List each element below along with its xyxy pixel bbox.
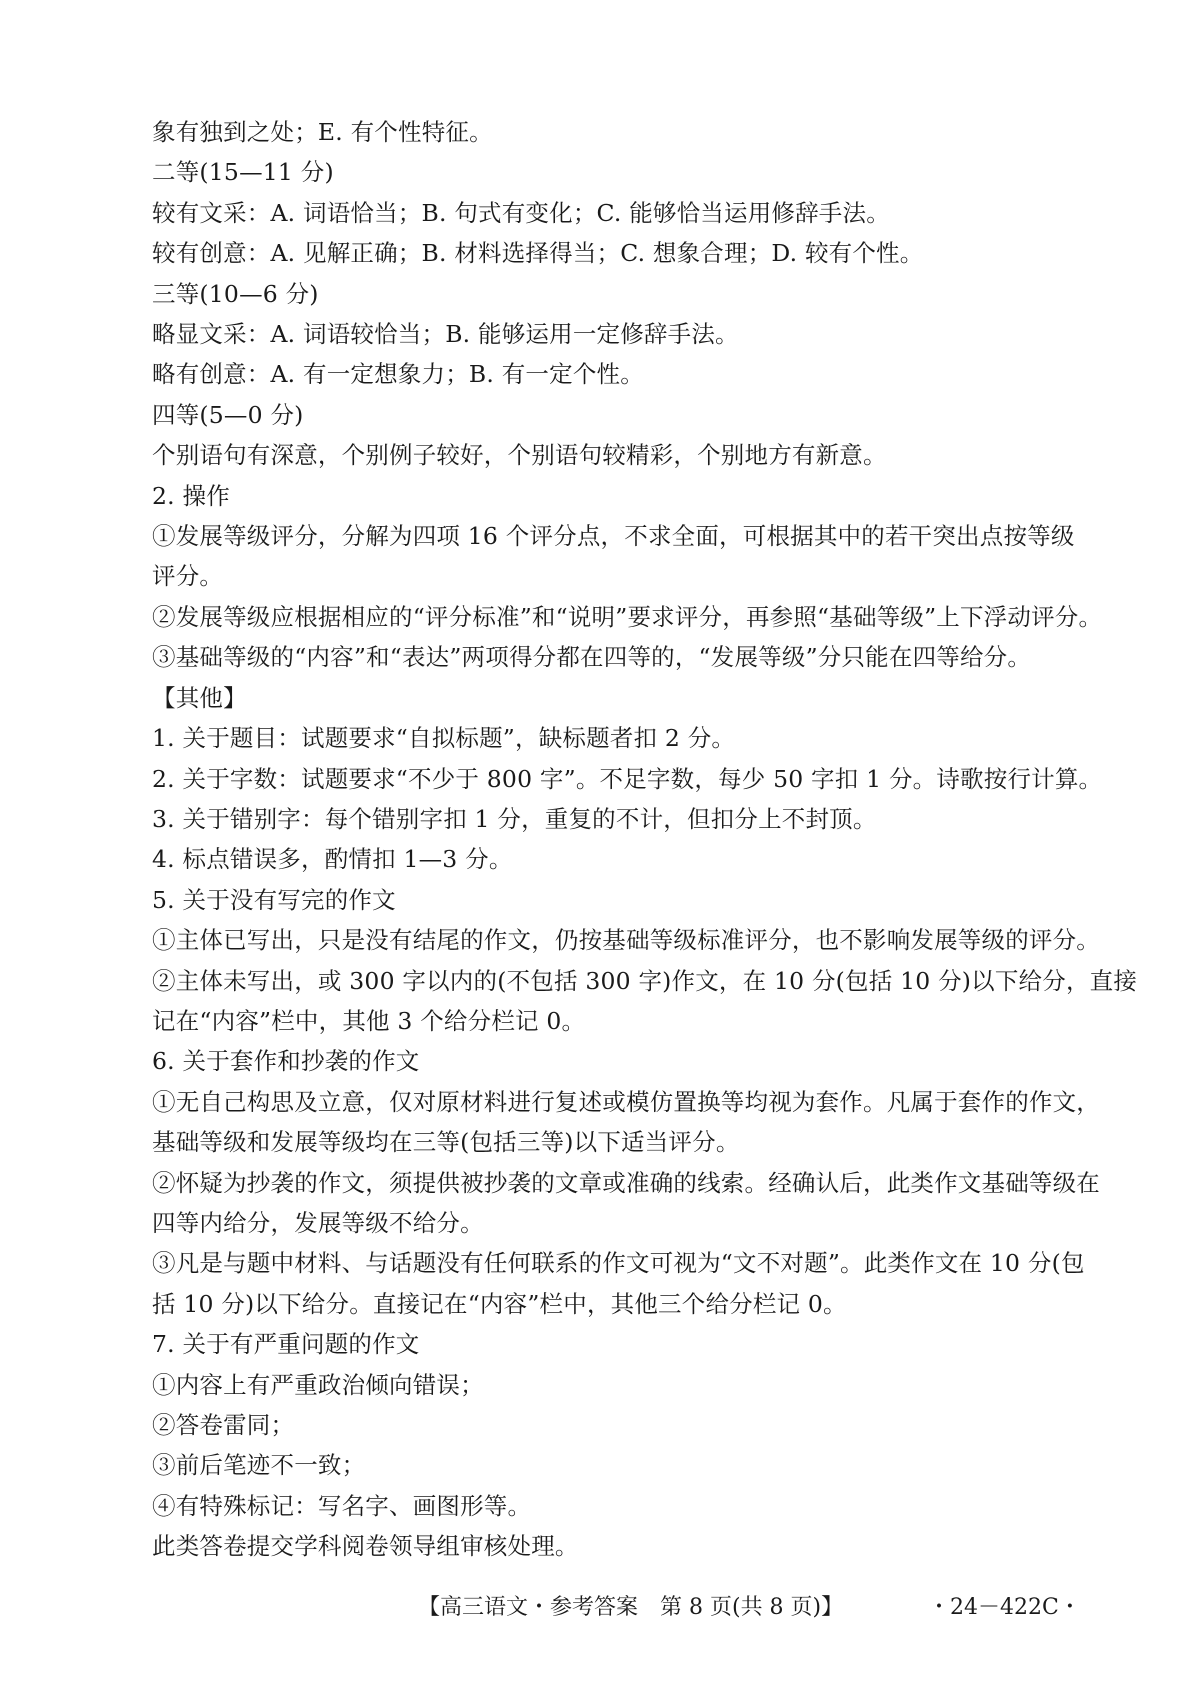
section-heading-unfinished: 5. 关于没有写完的作文	[152, 885, 396, 914]
text-line: 较有创意：A. 见解正确；B. 材料选择得当；C. 想象合理；D. 较有个性。	[152, 239, 924, 268]
text-line: 个别语句有深意，个别例子较好，个别语句较精彩，个别地方有新意。	[152, 441, 887, 470]
text-line: ③前后笔迹不一致；	[152, 1451, 366, 1480]
text-line: 象有独到之处；E. 有个性特征。	[152, 118, 493, 146]
section-heading-fourth-grade: 四等(5—0 分)	[152, 400, 304, 429]
text-line: ③凡是与题中材料、与话题没有任何联系的作文可视为“文不对题”。此类作文在 10 分(包	[152, 1249, 1085, 1278]
text-line: 记在“内容”栏中，其他 3 个给分栏记 0。	[152, 1006, 586, 1035]
text-line: ②怀疑为抄袭的作文，须提供被抄袭的文章或准确的线索。经确认后，此类作文基础等级在	[152, 1168, 1100, 1197]
section-heading-second-grade: 二等(15—11 分)	[152, 158, 334, 187]
page-footer	[0, 1590, 1200, 1626]
text-line: ①无自己构思及立意，仅对原材料进行复述或模仿置换等均视为套作。凡属于套作的作文，	[152, 1087, 1100, 1116]
text-line: ②答卷雷同；	[152, 1411, 295, 1439]
text-line: 评分。	[152, 562, 224, 591]
text-line: 略有创意：A. 有一定想象力；B. 有一定个性。	[152, 360, 644, 389]
text-line: 括 10 分)以下给分。直接记在“内容”栏中，其他三个给分栏记 0。	[152, 1289, 847, 1318]
footer-page-label: 【高三语文・参考答案 第 8 页(共 8 页)】	[418, 1595, 844, 1620]
text-line: ①发展等级评分，分解为四项 16 个评分点，不求全面，可根据其中的若干突出点按等级	[152, 522, 1075, 551]
text-line: 2. 关于字数：试题要求“不少于 800 字”。不足字数，每少 50 字扣 1 分。诗歌按行计算。	[152, 764, 1103, 793]
text-line: ②主体未写出，或 300 字以内的(不包括 300 字)作文，在 10 分(包括 10 分)以下给分，直接	[152, 966, 1138, 995]
text-line: ②发展等级应根据相应的“评分标准”和“说明”要求评分，再参照“基础等级”上下浮动评分。	[152, 602, 1103, 631]
text-line: ①主体已写出，只是没有结尾的作文，仍按基础等级标准评分，也不影响发展等级的评分。	[152, 926, 1100, 955]
text-line: 1. 关于题目：试题要求“自拟标题”，缺标题者扣 2 分。	[152, 724, 736, 753]
text-line: 较有文采：A. 词语恰当；B. 句式有变化；C. 能够恰当运用修辞手法。	[152, 198, 890, 227]
text-line: 此类答卷提交学科阅卷领导组审核处理。	[152, 1532, 579, 1561]
section-heading-operation: 2. 操作	[152, 481, 230, 510]
section-heading-plagiarism: 6. 关于套作和抄袭的作文	[152, 1047, 420, 1076]
text-line: ①内容上有严重政治倾向错误；	[152, 1370, 484, 1399]
text-line: 略显文采：A. 词语较恰当；B. 能够运用一定修辞手法。	[152, 320, 739, 349]
text-line: 3. 关于错别字：每个错别字扣 1 分，重复的不计，但扣分上不封顶。	[152, 804, 877, 833]
section-heading-other: 【其他】	[152, 683, 247, 712]
text-line: 基础等级和发展等级均在三等(包括三等)以下适当评分。	[152, 1128, 740, 1157]
text-line: 4. 标点错误多，酌情扣 1—3 分。	[152, 845, 513, 874]
footer-code: ・24－422C・	[928, 1595, 1081, 1620]
section-heading-serious-issues: 7. 关于有严重问题的作文	[152, 1330, 420, 1359]
text-line: ④有特殊标记：写名字、画图形等。	[152, 1491, 532, 1520]
page-body	[152, 112, 1138, 1567]
text-line: 四等内给分，发展等级不给分。	[152, 1208, 484, 1237]
text-line: ③基础等级的“内容”和“表达”两项得分都在四等的，“发展等级”分只能在四等给分。	[152, 643, 1032, 672]
section-heading-third-grade: 三等(10—6 分)	[152, 279, 319, 308]
